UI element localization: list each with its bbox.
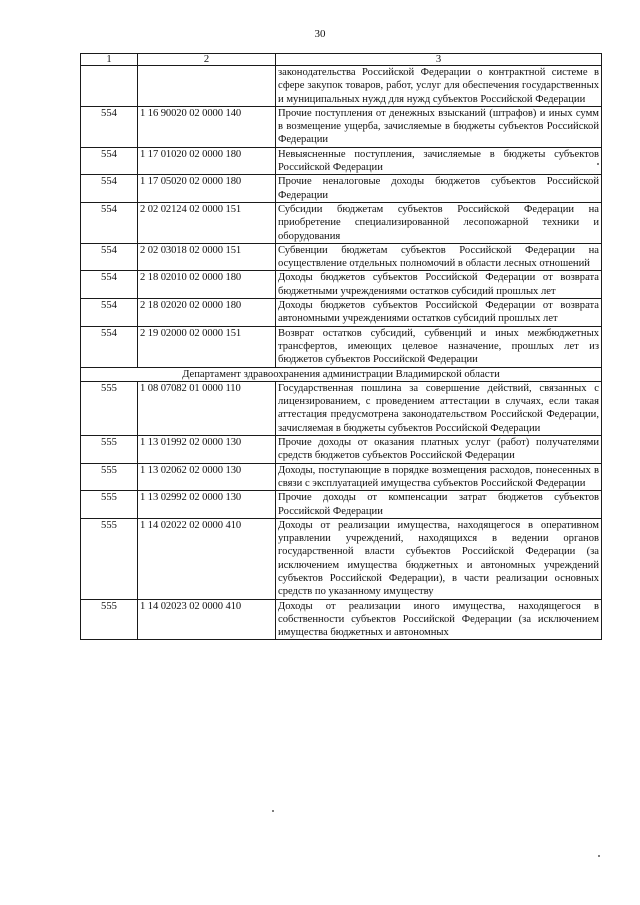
admin-code-cell: 554 bbox=[81, 299, 138, 327]
revenue-name-cell: Доходы бюджетов субъектов Российской Федерации от возврата автономными учреждениями остатков субсидий прошлых лет bbox=[276, 299, 602, 327]
admin-code-cell: 555 bbox=[81, 491, 138, 519]
revenue-name-cell: Доходы от реализации иного имущества, находящегося в собственности субъектов Российской Федерации (за исключением имущества бюджетных и автономных bbox=[276, 599, 602, 640]
table-row bbox=[81, 463, 602, 491]
budget-classification-code-cell: 2 18 02010 02 0000 180 bbox=[138, 271, 276, 299]
table-row bbox=[81, 436, 602, 464]
budget-classification-code-cell: 1 17 05020 02 0000 180 bbox=[138, 175, 276, 203]
table-row bbox=[81, 381, 602, 435]
budget-classification-code-cell: 1 17 01020 02 0000 180 bbox=[138, 147, 276, 175]
admin-code-cell: 554 bbox=[81, 326, 138, 367]
table-row bbox=[81, 326, 602, 367]
table-row bbox=[81, 271, 602, 299]
budget-classification-code-cell: 1 16 90020 02 0000 140 bbox=[138, 106, 276, 147]
admin-code-cell: 555 bbox=[81, 381, 138, 435]
table-body bbox=[81, 66, 602, 640]
table-row bbox=[81, 66, 602, 107]
revenue-name-cell: законодательства Российской Федерации о контрактной системе в сфере закупок товаров, работ, услуг для обеспечения государственных и муниципальных нужд для нужд субъектов Российской Федерации bbox=[276, 66, 602, 107]
page-number: 30 bbox=[314, 28, 326, 40]
column-header-admin: 1 bbox=[81, 54, 138, 66]
budget-classification-code-cell: 2 19 02000 02 0000 151 bbox=[138, 326, 276, 367]
table-row bbox=[81, 243, 602, 271]
revenue-name-cell: Доходы от реализации имущества, находящегося в оперативном управлении учреждений, находящихся в ведении органов государственной власти субъектов Российской Федерации (за исключением имущества бюджетных и автономных учреждений субъектов Российской Федерации), в части реализации основных средств по указанному имуществу bbox=[276, 518, 602, 599]
budget-classification-code-cell: 2 02 02124 02 0000 151 bbox=[138, 202, 276, 243]
section-header-row bbox=[81, 367, 602, 381]
budget-classification-code-cell: 1 14 02023 02 0000 410 bbox=[138, 599, 276, 640]
section-title: Департамент здравоохранения администрации Владимирской области bbox=[81, 367, 602, 381]
budget-classification-code-cell: 2 02 03018 02 0000 151 bbox=[138, 243, 276, 271]
admin-code-cell bbox=[81, 66, 138, 107]
table-row bbox=[81, 147, 602, 175]
revenue-name-cell: Прочие доходы от оказания платных услуг (работ) получателями средств бюджетов субъектов Российской Федерации bbox=[276, 436, 602, 464]
revenue-name-cell: Доходы бюджетов субъектов Российской Федерации от возврата бюджетными учреждениями остатков субсидий прошлых лет bbox=[276, 271, 602, 299]
table-row bbox=[81, 518, 602, 599]
budget-classification-code-cell: 1 14 02022 02 0000 410 bbox=[138, 518, 276, 599]
table-row bbox=[81, 175, 602, 203]
admin-code-cell: 555 bbox=[81, 518, 138, 599]
revenue-name-cell: Прочие доходы от компенсации затрат бюджетов субъектов Российской Федерации bbox=[276, 491, 602, 519]
budget-classification-code-cell: 1 13 01992 02 0000 130 bbox=[138, 436, 276, 464]
admin-code-cell: 554 bbox=[81, 106, 138, 147]
table-row bbox=[81, 202, 602, 243]
table-row bbox=[81, 599, 602, 640]
revenue-name-cell: Субвенции бюджетам субъектов Российской Федерации на осуществление отдельных полномочий в области лесных отношений bbox=[276, 243, 602, 271]
revenue-name-cell: Прочие поступления от денежных взысканий (штрафов) и иных сумм в возмещение ущерба, зачисляемые в бюджеты субъектов Российской Федерации bbox=[276, 106, 602, 147]
scan-speck bbox=[597, 163, 599, 165]
revenue-name-cell: Прочие неналоговые доходы бюджетов субъектов Российской Федерации bbox=[276, 175, 602, 203]
table-row bbox=[81, 106, 602, 147]
budget-classification-code-cell: 1 13 02992 02 0000 130 bbox=[138, 491, 276, 519]
column-header-name: 3 bbox=[276, 54, 602, 66]
scan-speck bbox=[272, 810, 274, 812]
admin-code-cell: 555 bbox=[81, 436, 138, 464]
budget-classification-code-cell: 2 18 02020 02 0000 180 bbox=[138, 299, 276, 327]
admin-code-cell: 554 bbox=[81, 271, 138, 299]
admin-code-cell: 554 bbox=[81, 243, 138, 271]
admin-code-cell: 555 bbox=[81, 599, 138, 640]
admin-code-cell: 554 bbox=[81, 147, 138, 175]
table-header-row bbox=[81, 54, 602, 66]
admin-code-cell: 554 bbox=[81, 202, 138, 243]
budget-classification-code-cell: 1 08 07082 01 0000 110 bbox=[138, 381, 276, 435]
revenue-name-cell: Доходы, поступающие в порядке возмещения расходов, понесенных в связи с эксплуатацией имущества субъектов Российской Федерации bbox=[276, 463, 602, 491]
budget-classification-code-cell: 1 13 02062 02 0000 130 bbox=[138, 463, 276, 491]
admin-code-cell: 554 bbox=[81, 175, 138, 203]
table-row bbox=[81, 299, 602, 327]
revenue-name-cell: Невыясненные поступления, зачисляемые в бюджеты субъектов Российской Федерации bbox=[276, 147, 602, 175]
budget-revenue-table bbox=[80, 53, 602, 640]
budget-classification-code-cell bbox=[138, 66, 276, 107]
scan-speck bbox=[598, 855, 600, 857]
revenue-name-cell: Возврат остатков субсидий, субвенций и иных межбюджетных трансфертов, имеющих целевое назначение, прошлых лет из бюджетов субъектов Российской Федерации bbox=[276, 326, 602, 367]
admin-code-cell: 555 bbox=[81, 463, 138, 491]
revenue-name-cell: Государственная пошлина за совершение действий, связанных с лицензированием, с проведением аттестации в случаях, если такая аттестация предусмотрена законодательством Российской Федерации, зачисляемая в бюджеты субъектов Российской Федерации bbox=[276, 381, 602, 435]
revenue-name-cell: Субсидии бюджетам субъектов Российской Федерации на приобретение специализированной лесопожарной техники и оборудования bbox=[276, 202, 602, 243]
column-header-code: 2 bbox=[138, 54, 276, 66]
table-row bbox=[81, 491, 602, 519]
